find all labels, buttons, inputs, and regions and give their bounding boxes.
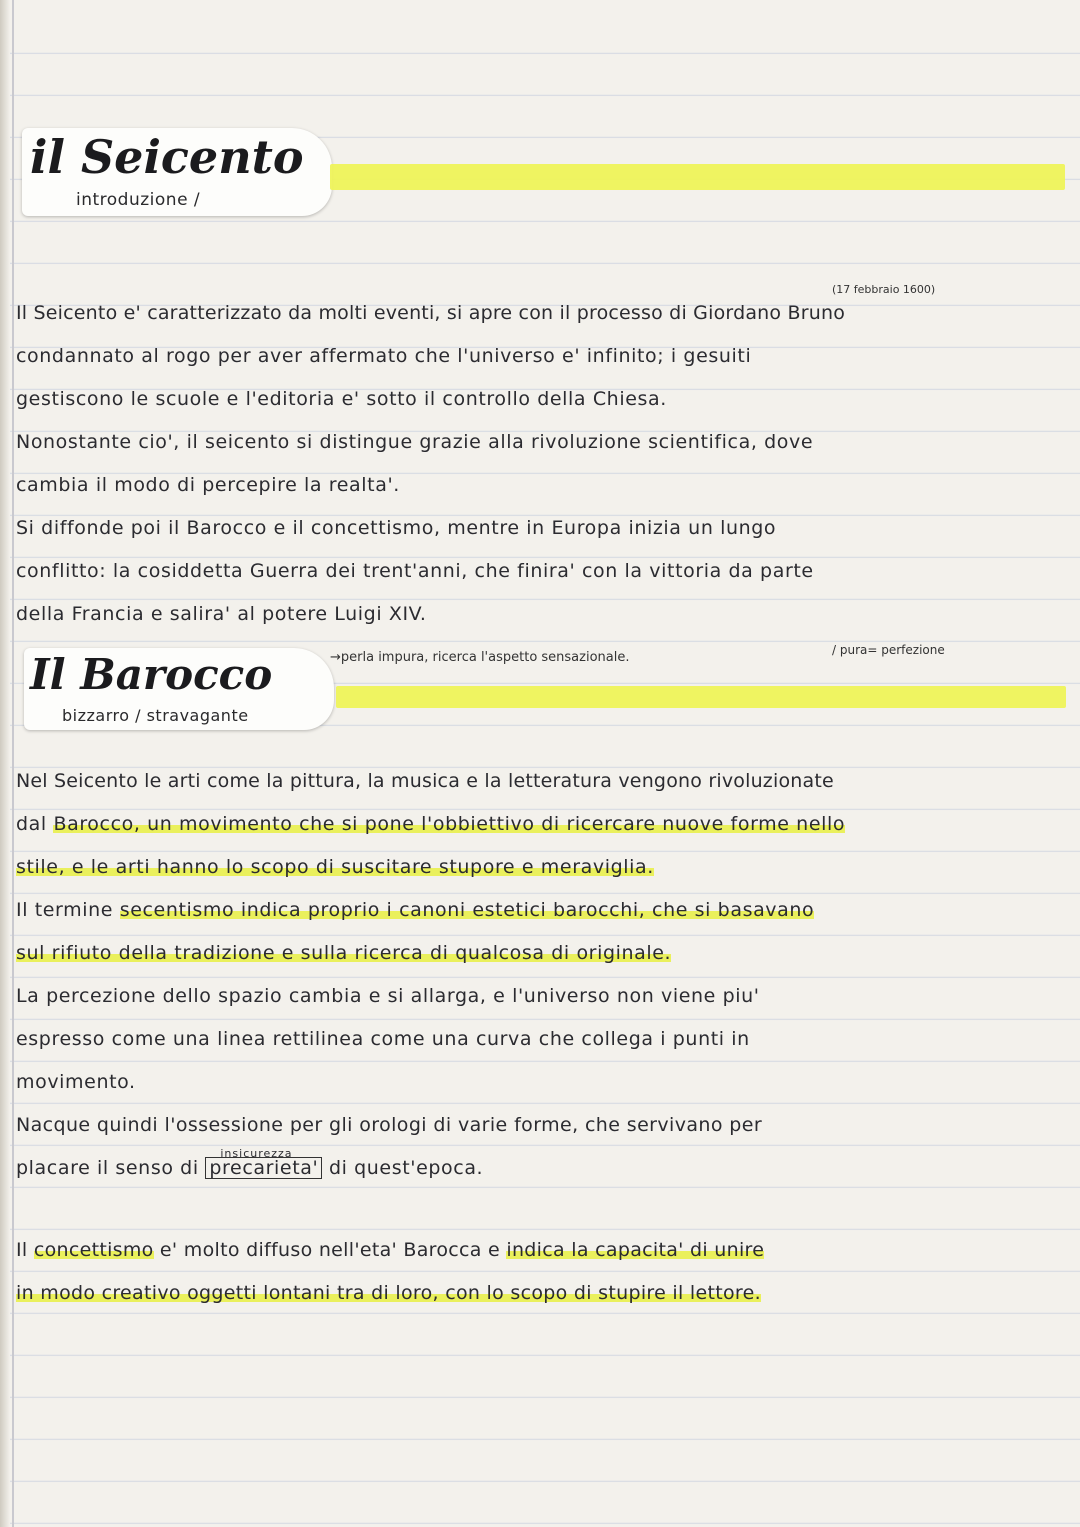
- text-line: conflitto: la cosiddetta Guerra dei trent'anni, che finira' con la vittoria da parte: [16, 560, 814, 582]
- text-line: movimento.: [16, 1071, 136, 1093]
- title-highlight-bar: [336, 686, 1066, 708]
- highlighted-term: Barocco: [53, 813, 134, 835]
- text-line: espresso come una linea rettilinea come una curva che collega i punti in: [16, 1028, 750, 1050]
- text-line: La percezione dello spazio cambia e si allarga, e l'universo non viene piu': [16, 985, 760, 1007]
- section-title: Il Barocco: [30, 650, 273, 699]
- text-span: placare il senso di: [16, 1157, 206, 1179]
- page-edge-shadow: [0, 0, 10, 1527]
- text-line: della Francia e salira' al potere Luigi XIV.: [16, 603, 427, 625]
- annotation-note: →perla impura, ricerca l'aspetto sensazionale.: [330, 650, 630, 665]
- text-span: Il: [16, 1239, 34, 1261]
- date-note: (17 febbraio 1600): [832, 283, 936, 296]
- section-title: il Seicento: [30, 130, 304, 184]
- text-line: gestiscono le scuole e l'editoria e' sotto il controllo della Chiesa.: [16, 388, 667, 410]
- text-line: condannato al rogo per aver affermato che l'universo e' infinito; i gesuiti: [16, 345, 752, 367]
- text-line: Il Seicento e' caratterizzato da molti eventi, si apre con il processo di Giordano Bruno: [16, 302, 846, 324]
- text-span: dal: [16, 813, 54, 835]
- annotation-note: / pura= perfezione: [832, 643, 945, 657]
- highlighted-text: in modo creativo oggetti lontani tra di loro, con lo scopo di stupire il lettore.: [16, 1282, 761, 1304]
- highlighted-text: stile, e le arti hanno lo scopo di suscitare stupore e meraviglia.: [16, 856, 654, 878]
- text-line: [16, 813, 845, 835]
- margin-line: [12, 0, 14, 1527]
- text-line: Nel Seicento le arti come la pittura, la musica e la letteratura vengono rivoluzionate: [16, 770, 834, 792]
- text-span: Il termine: [16, 899, 120, 921]
- highlighted-text: , un movimento che si pone l'obbiettivo di ricercare nuove forme nello: [133, 813, 846, 835]
- text-line: [16, 1282, 761, 1304]
- text-line: Nacque quindi l'ossessione per gli orologi di varie forme, che servivano per: [16, 1114, 763, 1136]
- text-line: [16, 1147, 484, 1179]
- highlighted-text: sul rifiuto della tradizione e sulla ricerca di qualcosa di originale.: [16, 942, 672, 964]
- text-span: e' molto diffuso nell'eta' Barocca e: [153, 1239, 507, 1261]
- text-line: [16, 899, 814, 921]
- section-subtitle: bizzarro / stravagante: [62, 706, 249, 725]
- text-line: Nonostante cio', il seicento si distingue grazie alla rivoluzione scientifica, dove: [16, 431, 814, 453]
- section-subtitle: introduzione /: [76, 190, 201, 210]
- boxed-word: precarieta': [209, 1157, 319, 1179]
- highlighted-term: concettismo: [33, 1239, 154, 1261]
- highlighted-term: secentismo: [119, 899, 235, 921]
- title-highlight-bar: [330, 164, 1065, 190]
- text-line: [16, 1239, 764, 1261]
- text-span: di quest'epoca.: [322, 1157, 484, 1179]
- text-line: [16, 942, 671, 964]
- annotation-above: insicurezza: [220, 1147, 293, 1160]
- text-line: cambia il modo di percepire la realta'.: [16, 474, 400, 496]
- boxed-term: [205, 1147, 322, 1179]
- highlighted-text: indica la capacita' di unire: [506, 1239, 765, 1261]
- text-line: [16, 856, 654, 878]
- text-line: Si diffonde poi il Barocco e il concettismo, mentre in Europa inizia un lungo: [16, 517, 777, 539]
- highlighted-text: indica proprio i canoni estetici barocchi, che si basavano: [234, 899, 815, 921]
